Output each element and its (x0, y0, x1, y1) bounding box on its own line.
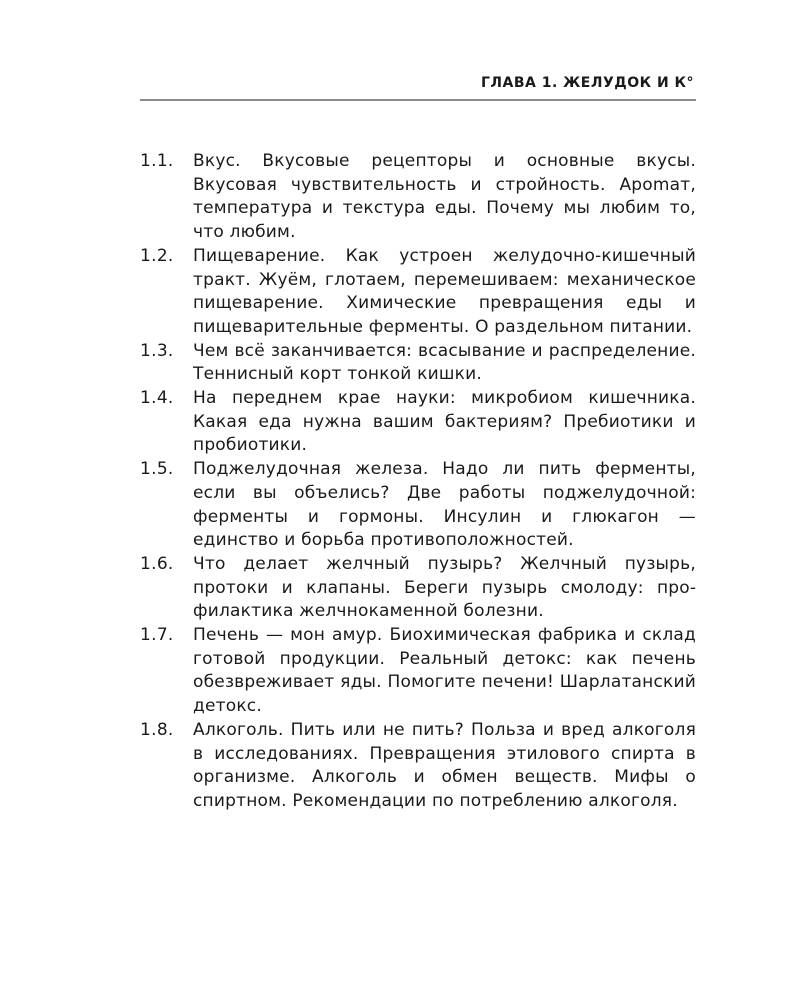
toc-item-number: 1.3. (140, 340, 174, 361)
toc-item-text: Алкоголь. Пить или не пить? Польза и вред алкоголя в исследованиях. Превращения этилового спирта в организме. Алкоголь и обмен веществ. Мифы о спиртном. Рекомендации по потреблению алкоголя. (193, 719, 696, 811)
toc-list (140, 150, 696, 814)
running-head: ГЛАВА 1. ЖЕЛУДОК И К° (480, 75, 694, 91)
toc-item-text: Поджелудочная железа. Надо ли пить ферменты, если вы объелись? Две работы поджелудочной: ферменты и гормоны. Инсулин и глюкагон — единство и борьба противоположностей. (193, 459, 696, 551)
toc-item-text: Что делает желчный пузырь? Желчный пузырь, протоки и клапаны. Береги пузырь смолоду: профилактика желчнокаменной болезни. (193, 553, 696, 622)
toc-item-text: Пищеварение. Как устроен желудочно-кишечный тракт. Жуём, глотаем, перемешиваем: механическое пищеварение. Химические превращения еды и пищеварительные ферменты. О раздельном питании. (193, 245, 696, 337)
toc-item-number: 1.2. (140, 245, 174, 266)
toc-item (140, 245, 696, 340)
header-rule (140, 99, 696, 101)
toc-item-number: 1.1. (140, 151, 174, 171)
toc-item-number: 1.8. (140, 719, 174, 740)
toc-item-number: 1.6. (140, 553, 174, 574)
toc-item (140, 624, 696, 719)
toc-item (140, 553, 696, 624)
toc-item-number: 1.5. (140, 459, 174, 480)
toc-item (140, 719, 696, 814)
toc-item (140, 150, 696, 245)
toc-item-number: 1.4. (140, 388, 174, 409)
toc-item (140, 340, 696, 387)
toc-item-text: Печень — мон амур. Биохимическая фабрика и склад готовой продукции. Реальный детокс: как печень обезвреживает яды. Помогите печени! Шарлатанский детокс. (193, 625, 696, 717)
toc-item-text: На переднем крае науки: микробиом кишечника. Какая еда нужна вашим бактериям? Пребиотики и пробиотики. (193, 388, 696, 456)
toc-item-text: Вкус. Вкусовые рецепторы и основные вкусы. Вкусовая чувствительность и стройность. Ароmат, температура и текстура еды. Почему мы любим то, что любим. (193, 151, 696, 243)
toc-item-number: 1.7. (140, 625, 174, 646)
toc-item-text: Чем всё заканчивается: всасывание и распределение. Теннисный корт тонкой кишки. (193, 340, 696, 385)
toc-item (140, 387, 696, 458)
toc-item (140, 458, 696, 553)
